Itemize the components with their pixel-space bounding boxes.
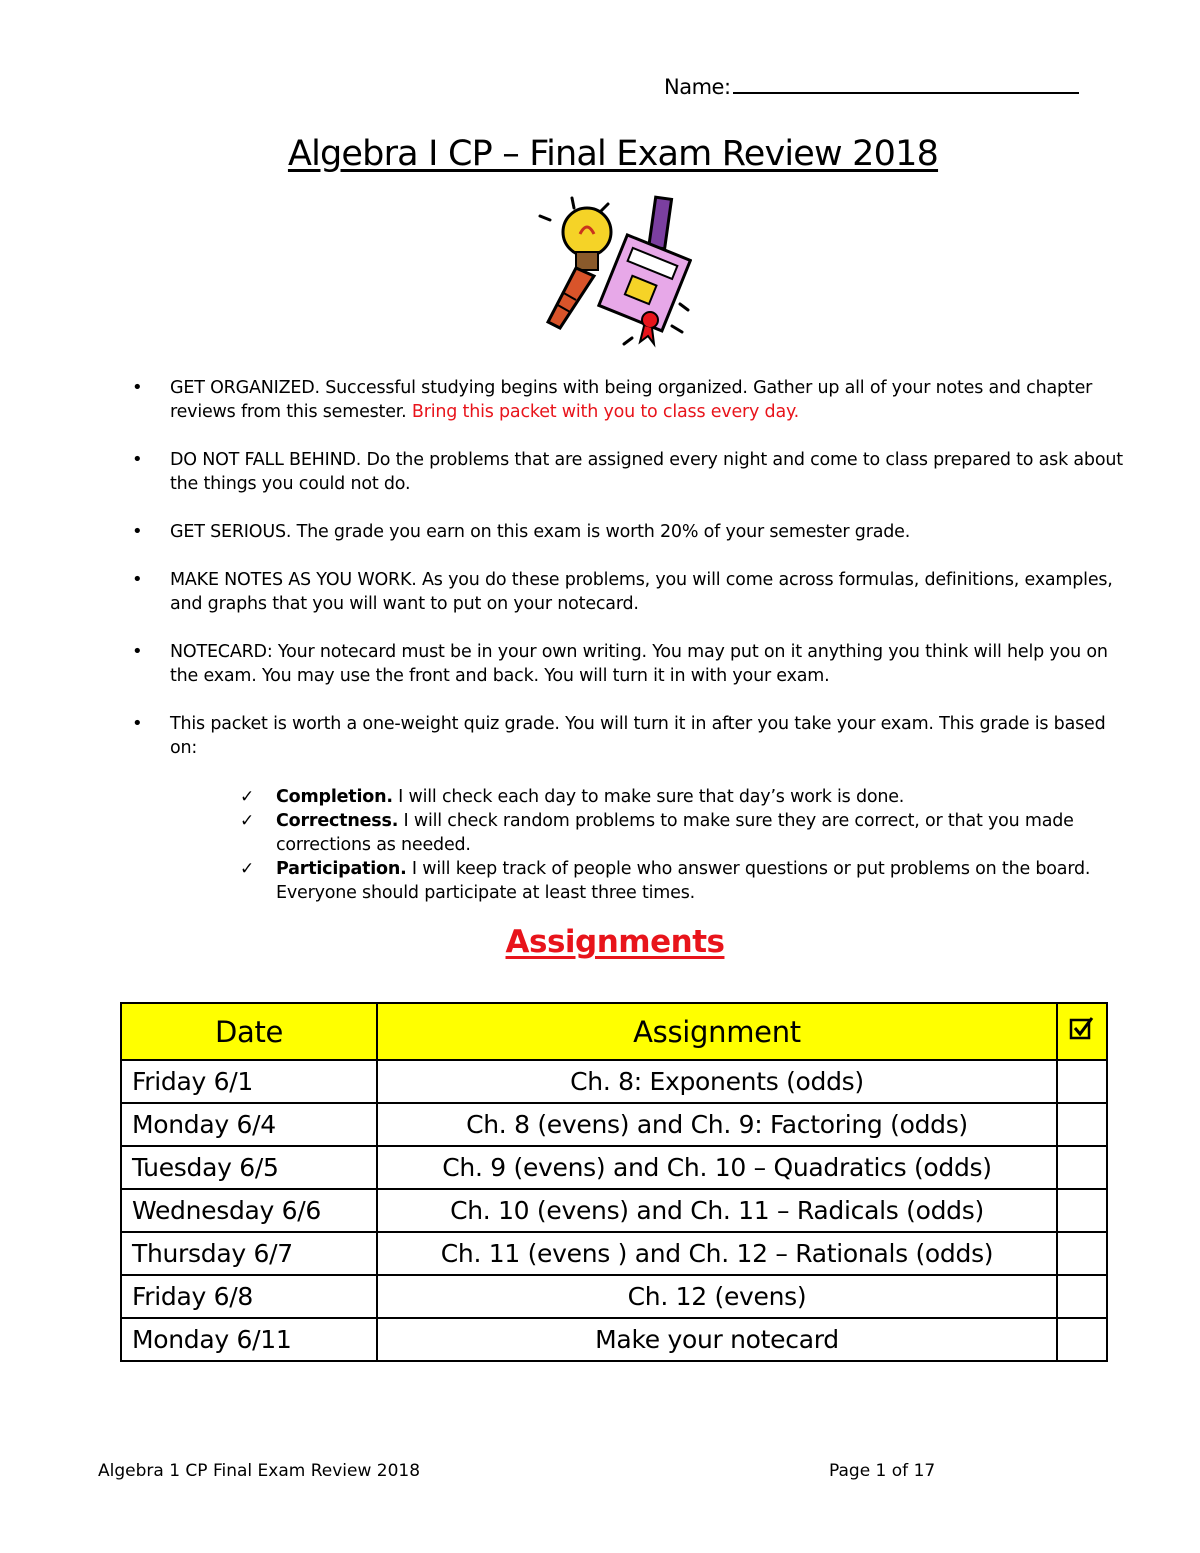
done-checkbox[interactable] <box>1057 1189 1107 1232</box>
grading-criteria-list <box>240 785 1100 905</box>
table-row: Friday 6/8 Ch. 12 (evens) <box>121 1275 1107 1318</box>
list-item: • DO NOT FALL BEHIND. Do the problems that are assigned every night and come to class prepared to ask about the things you could not do. <box>132 448 1132 496</box>
list-item: • MAKE NOTES AS YOU WORK. As you do these problems, you will come across formulas, definitions, examples, and graphs that you will want to put on your notecard. <box>132 568 1132 616</box>
table-row: Friday 6/1 Ch. 8: Exponents (odds) <box>121 1060 1107 1103</box>
page-title: Algebra I CP – Final Exam Review 2018 <box>287 134 939 174</box>
footer-title: Algebra 1 CP Final Exam Review 2018 <box>98 1461 421 1481</box>
study-tips-list <box>132 376 1132 784</box>
list-item: ✓ Correctness. I will check random problems to make sure they are correct, or that you made corrections as needed. <box>240 811 1074 855</box>
done-checkbox[interactable] <box>1057 1060 1107 1103</box>
list-item: • NOTECARD: Your notecard must be in your own writing. You may put on it anything you think will help you on the exam. You may use the front and back. You will turn it in with your exam. <box>132 640 1132 688</box>
checked-box-icon <box>1057 1003 1107 1060</box>
checkmark-icon: ✓ <box>240 787 255 807</box>
done-checkbox[interactable] <box>1057 1232 1107 1275</box>
done-checkbox[interactable] <box>1057 1318 1107 1361</box>
highlight-text: Bring this packet with you to class every day. <box>411 402 799 422</box>
list-item: ✓ Completion. I will check each day to make sure that day’s work is done. <box>240 787 905 807</box>
table-row: Monday 6/4 Ch. 8 (evens) and Ch. 9: Factoring (odds) <box>121 1103 1107 1146</box>
list-item: • GET ORGANIZED. Successful studying begins with being organized. Gather up all of your notes and chapter reviews from this semester. Bring this packet with you to class every day. <box>132 376 1132 424</box>
name-field <box>664 74 1079 99</box>
table-row: Tuesday 6/5 Ch. 9 (evens) and Ch. 10 – Quadratics (odds) <box>121 1146 1107 1189</box>
date-column-header: Date <box>121 1003 377 1060</box>
done-checkbox[interactable] <box>1057 1146 1107 1189</box>
assignments-table <box>120 1002 1108 1362</box>
assignments-heading: Assignments <box>505 924 725 960</box>
checkmark-icon: ✓ <box>240 859 255 879</box>
name-blank-line <box>733 74 1079 94</box>
lightbulb-certificate-icon <box>532 194 692 354</box>
checkmark-icon: ✓ <box>240 811 255 831</box>
table-row: Monday 6/11 Make your notecard <box>121 1318 1107 1361</box>
table-row: Wednesday 6/6 Ch. 10 (evens) and Ch. 11 – Radicals (odds) <box>121 1189 1107 1232</box>
page-number: Page 1 of 17 <box>829 1461 936 1481</box>
done-checkbox[interactable] <box>1057 1275 1107 1318</box>
table-header-row <box>121 1003 1107 1060</box>
list-item: • This packet is worth a one-weight quiz grade. You will turn it in after you take your exam. This grade is based on: <box>132 712 1132 760</box>
table-row: Thursday 6/7 Ch. 11 (evens ) and Ch. 12 – Rationals (odds) <box>121 1232 1107 1275</box>
done-checkbox[interactable] <box>1057 1103 1107 1146</box>
list-item: • GET SERIOUS. The grade you earn on this exam is worth 20% of your semester grade. <box>132 520 1132 544</box>
list-item: ✓ Participation. I will keep track of people who answer questions or put problems on the board. Everyone should participate at least three times. <box>240 859 1091 903</box>
name-label: Name: <box>664 75 731 99</box>
assignment-column-header: Assignment <box>377 1003 1057 1060</box>
